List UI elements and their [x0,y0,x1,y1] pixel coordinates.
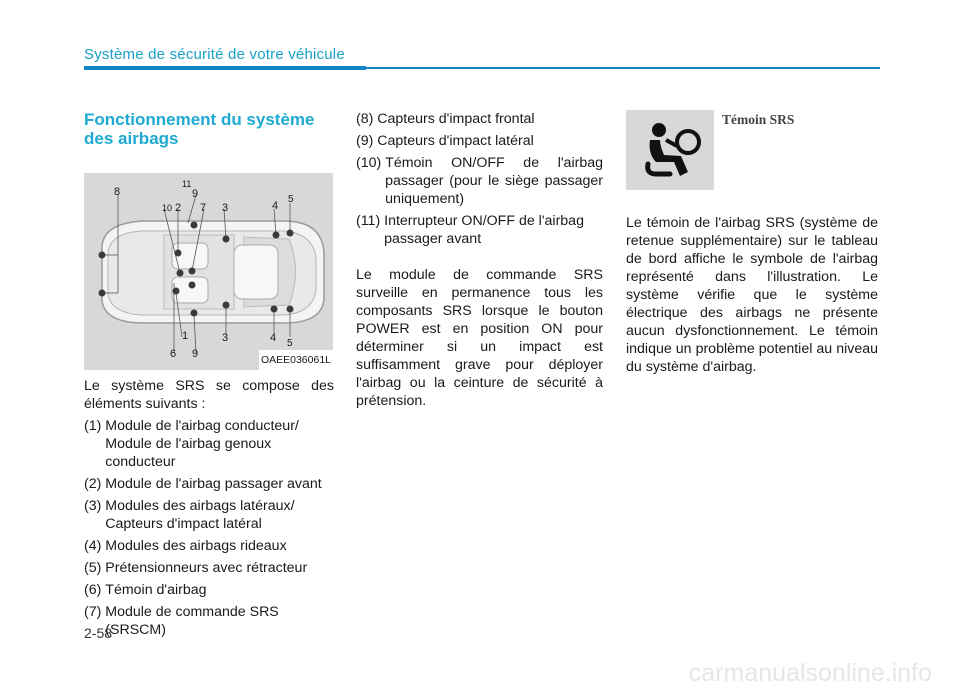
list-item: (7) Module de commande SRS (SRSCM) [84,604,279,638]
callout-label: 5 [287,338,293,349]
header-bar [84,66,366,70]
section-title: Système de sécurité de votre véhicule [84,46,345,63]
callout-label: 9 [192,188,199,200]
page-number: 2-58 [84,625,113,641]
callout-label: 10 [162,203,173,213]
list-item: (2) Module de l'airbag passager avant [84,476,322,492]
header-rule [366,67,880,69]
callout-label: 2 [175,202,182,214]
callout-label: 6 [170,348,177,360]
callout-label: 1 [182,330,189,342]
column-middle [356,110,603,410]
srs-module-paragraph: Le module de commande SRS surveille en permanence tous les composants SRS lorsque le bouton POWER est en position ON pour déterminer si un impact est suffisamment grave pour déployer l'airbag ou la ceinture de sécurité à prétension. [356,267,603,409]
callout-label: 7 [200,202,207,214]
list-item: (6) Témoin d'airbag [84,582,207,598]
list-item: (10) Témoin ON/OFF de l'airbag passager (pour le siège passager uniquement) [356,155,603,207]
callout-label: 11 [182,179,192,189]
column-left [84,110,334,639]
srs-warning-paragraph: Le témoin de l'airbag SRS (système de retenue supplémentaire) sur le tableau de bord affiche le symbole de l'airbag représenté dans l'illustration. Le système vérifie que le système électrique des airbags ne présente aucun dysfonctionnement. Le témoin indique un problème potentiel au niveau du système d'airbag. [626,215,878,375]
callout-label: 5 [288,194,294,205]
callout-label: 9 [192,348,199,360]
column-right [626,110,878,375]
airbag-warning-icon [626,110,714,190]
callout-label: 3 [222,202,229,214]
figure-code: OAEE036061L [259,350,333,370]
watermark: carmanualsonline.info [688,659,932,687]
list-item: (5) Prétensionneurs avec rétracteur [84,560,308,576]
callout-label: 8 [114,186,121,198]
car-topview-illustration [84,173,333,370]
warning-title: Témoin SRS [722,112,795,127]
callout-label: 3 [222,332,229,344]
section-heading: Fonctionnement du système des airbags [84,110,315,148]
list-item: (3) Modules des airbags latéraux/ Capteurs d'impact latéral [84,498,295,532]
list-item: (4) Modules des airbags rideaux [84,538,287,554]
list-item: (11) Interrupteur ON/OFF de l'airbag passager avant [356,213,584,247]
callout-label: 4 [270,332,277,344]
airbag-diagram [84,173,333,370]
list-item: (8) Capteurs d'impact frontal [356,111,535,127]
list-item: (1) Module de l'airbag conducteur/ Module de l'airbag genoux conducteur [84,418,299,470]
callout-label: 4 [272,200,279,212]
list-item: (9) Capteurs d'impact latéral [356,133,534,149]
intro-text: Le système SRS se compose des éléments suivants : [84,378,334,412]
